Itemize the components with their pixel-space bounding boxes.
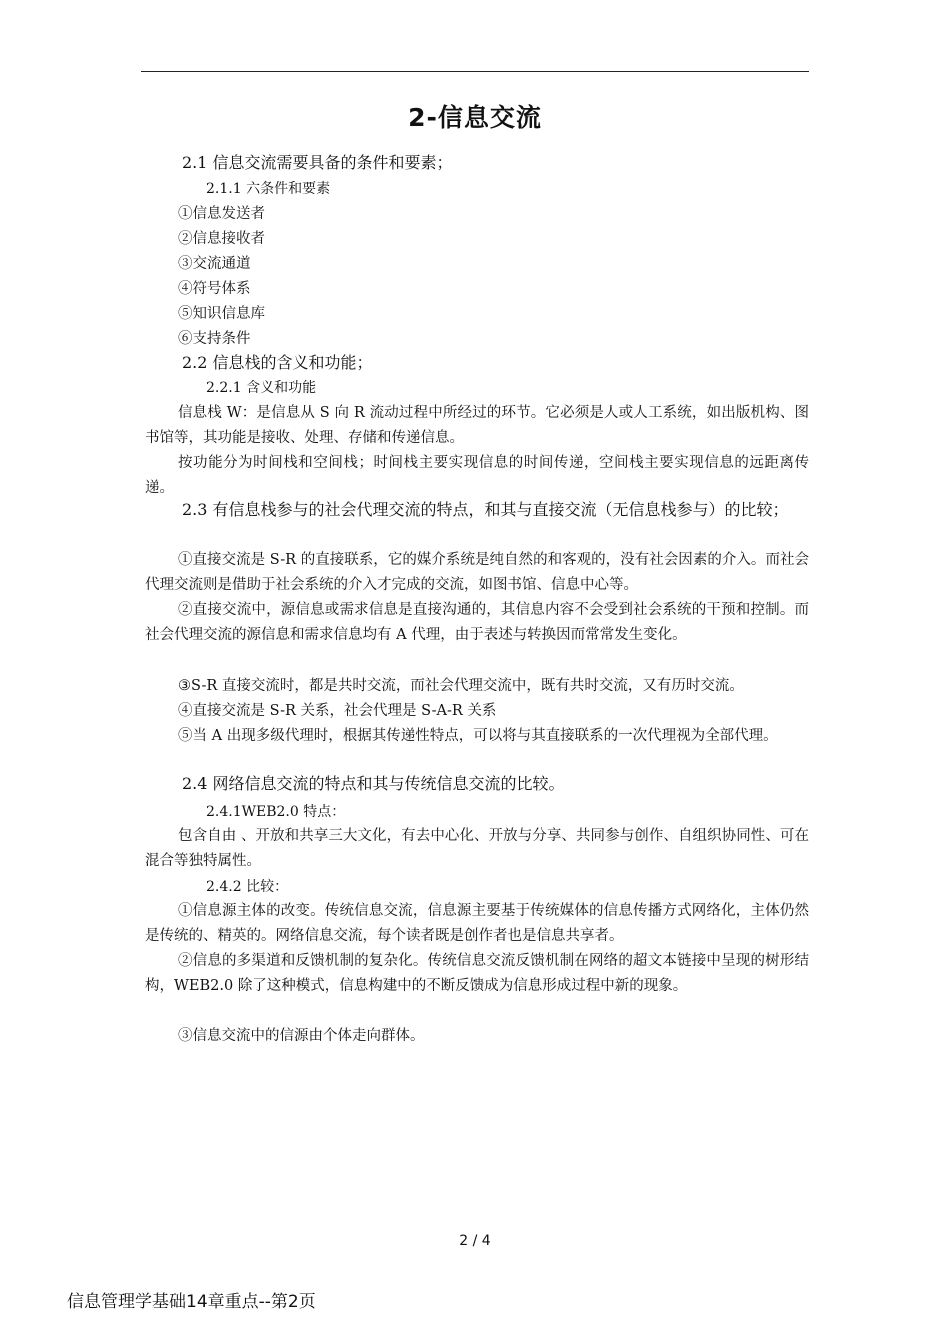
paragraph: 包含自由 、开放和共享三大文化，有去中心化、开放与分享、共同参与创作、自组织协同性、可在混合等独特属性。 — [145, 828, 809, 869]
paragraph: ②直接交流中，源信息或需求信息是直接沟通的，其信息内容不会受到社会系统的干预和控制。而社会代理交流的源信息和需求信息均有 A 代理，由于表述与转换因而常常发生变化。 — [145, 602, 809, 643]
page-title: 2-信息交流 — [408, 103, 542, 132]
footer-caption: 信息管理学基础14章重点--第2页 — [67, 1292, 316, 1312]
paragraph: ③S-R 直接交流时，都是共时交流，而社会代理交流中，既有共时交流，又有历时交流。 — [178, 678, 744, 694]
section-2-1-heading: 2.1 信息交流需要具备的条件和要素； — [182, 153, 453, 172]
section-2-4-2-heading: 2.4.2 比较： — [206, 879, 289, 895]
paragraph: ③信息交流中的信源由个体走向群体。 — [178, 1028, 425, 1044]
list-item: ①信息发送者 — [178, 206, 265, 222]
paragraph: ①直接交流是 S-R 的直接联系，它的媒介系统是纯自然的和客观的，没有社会因素的介入。而社会代理交流则是借助于社会系统的介入才完成的交流，如图书馆、信息中心等。 — [145, 552, 809, 593]
paragraph: 按功能分为时间栈和空间栈；时间栈主要实现信息的时间传递，空间栈主要实现信息的远距离传递。 — [145, 455, 809, 496]
section-2-4-1-heading: 2.4.1WEB2.0 特点： — [206, 804, 346, 820]
paragraph: ④直接交流是 S-R 关系，社会代理是 S-A-R 关系 — [178, 703, 497, 719]
paragraph: ①信息源主体的改变。传统信息交流，信息源主要基于传统媒体的信息传播方式网络化，主体仍然是传统的、精英的。网络信息交流，每个读者既是创作者也是信息共享者。 — [145, 903, 809, 944]
section-2-3-heading: 2.3 有信息栈参与的社会代理交流的特点，和其与直接交流（无信息栈参与）的比较； — [182, 500, 789, 519]
section-2-1-1-heading: 2.1.1 六条件和要素 — [206, 181, 331, 197]
paragraph: ②信息的多渠道和反馈机制的复杂化。传统信息交流反馈机制在网络的超文本链接中呈现的树形结构，WEB2.0 除了这种模式，信息构建中的不断反馈成为信息形成过程中新的现象。 — [145, 953, 809, 994]
section-2-2-heading: 2.2 信息栈的含义和功能； — [182, 353, 373, 372]
list-item: ②信息接收者 — [178, 231, 265, 247]
list-item: ④符号体系 — [178, 281, 251, 297]
section-2-4-heading: 2.4 网络信息交流的特点和其与传统信息交流的比较。 — [182, 774, 565, 793]
section-2-2-1-heading: 2.2.1 含义和功能 — [206, 380, 317, 396]
paragraph: 信息栈 W：是信息从 S 向 R 流动过程中所经过的环节。它必须是人或人工系统，如出版机构、图书馆等，其功能是接收、处理、存储和传递信息。 — [145, 405, 809, 446]
list-item: ③交流通道 — [178, 256, 251, 272]
list-item: ⑥支持条件 — [178, 331, 251, 347]
page-number: 2 / 4 — [459, 1233, 491, 1249]
header-rule — [141, 71, 809, 72]
list-item: ⑤知识信息库 — [178, 306, 265, 322]
paragraph: ⑤当 A 出现多级代理时，根据其传递性特点，可以将与其直接联系的一次代理视为全部代理。 — [178, 728, 778, 744]
